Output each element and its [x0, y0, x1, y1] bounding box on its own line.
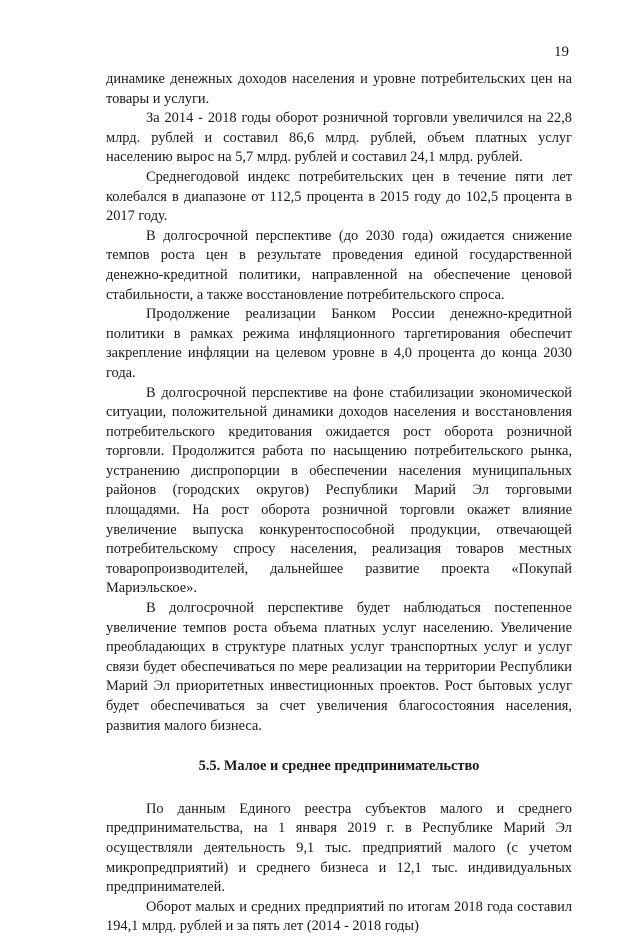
paragraph-retail-turnover: За 2014 - 2018 годы оборот розничной торговли увеличился на 22,8 млрд. рублей и составил 86,6 млрд. рублей, объем платных услуг населению вырос на 5,7 млрд. рублей и составил 24,1 млрд. рублей.	[106, 110, 572, 166]
paragraph-services-outlook: В долгосрочной перспективе будет наблюдаться постепенное увеличение темпов роста объема платных услуг населению. Увеличение преобладающих в структуре платных услуг транспортных услуг и услуг связи будет обеспечиваться по мере реализации на территории Республики Марий Эл приоритетных инвестиционных проектов. Рост бытовых услуг будет обеспечиваться за счет увеличения благосостояния населения, развития малого бизнеса.	[106, 600, 572, 734]
paragraph-monetary-policy: Продолжение реализации Банком России денежно-кредитной политики в рамках режима инфляционного таргетирования обеспечит закрепление инфляции на целевом уровне в 4,0 процента до конца 2030 года.	[106, 306, 572, 381]
paragraph-long-term-prices: В долгосрочной перспективе (до 2030 года) ожидается снижение темпов роста цен в результате проведения единой государственной денежно-кредитной политики, направленной на обеспечение ценовой стабильности, а также восстановление потребительского спроса.	[106, 227, 572, 303]
paragraph-sme-registry: По данным Единого реестра субъектов малого и среднего предпринимательства, на 1 января 2019 г. в Республике Марий Эл осуществляли деятельность 9,1 тыс. предприятий малого (с учетом микропредприятий) и среднего бизнеса и 12,1 тыс. индивидуальных предпринимателей.	[106, 800, 572, 896]
section-heading: 5.5. Малое и среднее предпринимательство	[198, 758, 480, 775]
paragraph-price-index: Среднегодовой индекс потребительских цен в течение пяти лет колебался в диапазоне от 112,5 процента в 2015 году до 102,5 процента в 2017 году.	[106, 168, 572, 225]
paragraph-sme-turnover: Оборот малых и средних предприятий по итогам 2018 года составил 194,1 млрд. рублей и за пять лет (2014 - 2018 годы)	[106, 898, 572, 935]
paragraph-retail-outlook: В долгосрочной перспективе на фоне стабилизации экономической ситуации, положительной динамики доходов населения и восстановления потребительского кредитования ожидается рост оборота розничной торговли. Продолжится работа по насыщению потребительского рынка, устранению диспропорции в обеспечении населения муниципальных районов (городских округов) Республики Марий Эл торговыми площадями. На рост оборота розничной торговли окажет влияние увеличение выпуска конкурентоспособной продукции, отвечающей потребительскому спросу населения, реализация товаров местных товаропроизводителей, дальнейшее развитие проекта «Покупай Мариэльское».	[106, 384, 572, 597]
page-body	[106, 70, 572, 937]
page-number: 19	[554, 44, 569, 60]
paragraph-continuation: динамике денежных доходов населения и уровне потребительских цен на товары и услуги.	[106, 71, 572, 107]
